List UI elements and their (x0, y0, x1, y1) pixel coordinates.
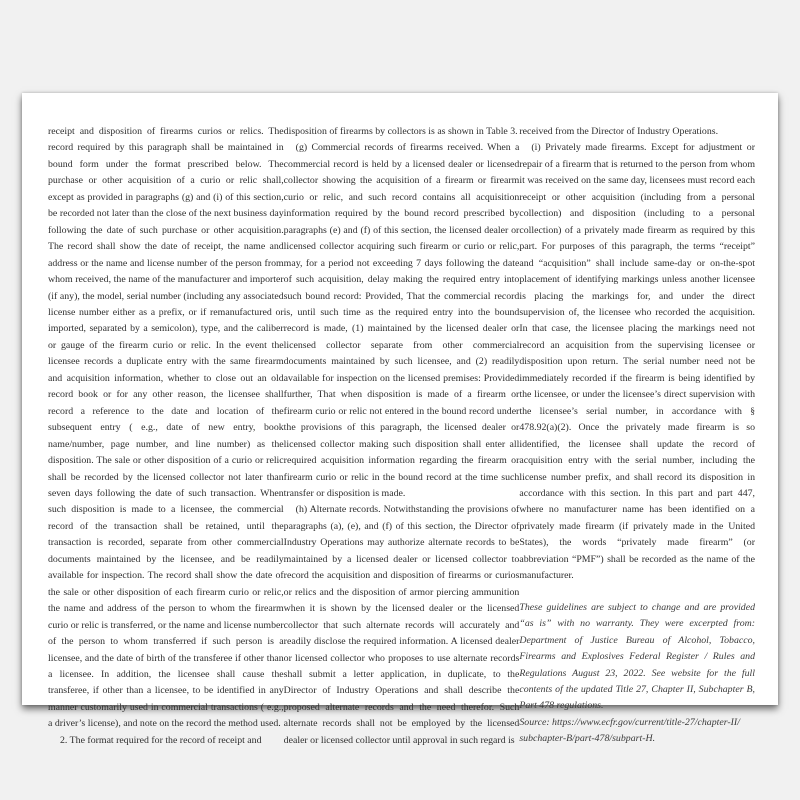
source-path: subchapter-B/part-478/subpart-H. (519, 733, 656, 745)
column-3-paragraph-i: (i) Privately made firearms. Except for adjustment or repair of a firearm that is returned to the person from whom it was received on the same day, licensees must record each receipt or other acquisition (including from a personal collection) and disposition (including to a personal collection) of a privately made firearm as required by this part. For purposes of this paragraph, the terms “receipt” and “acquisition” shall include same-day or on-the-spot placement of identifying markings unless another licensee is placing the markings for, and under the direct supervision of, the licensee who recorded the acquisition. In that case, the licensee placing the markings need not record an acquisition from the supervising licensee or disposition upon return. The serial number need not be immediately recorded if the firearm is being identified by the licensee, or under the licensee’s direct supervision with the licensee’s serial number, in accordance with § 478.92(a)(2). Once the privately made firearm is so identified, the licensee shall update the record of acquisition entry with the serial number, including the license number prefix, and shall record its disposition in accordance with this section. In this part and part 447, where no manufacturer name has been identified on a privately made firearm (if privately made in the United States), the words “privately made firearm” (or abbreviation “PMF”) shall be recorded as the name of the manufacturer. (519, 142, 756, 582)
column-2-paragraph-h: (h) Alternate records. Notwithstanding the provisions of paragraphs (a), (e), and (f) of this section, the Director of Industry Operations may authorize alternate records to be maintained by a licensed dealer or licensed collector to record the acquisition and disposition of firearms or curios or relics and the disposition of armor piercing ammunition when it is shown by the licensed dealer or the licensed collector that such alternate records will accurately and readily disclose the required information. A licensed dealer or licensed collector who proposes to use alternate records shall submit a letter application, in duplicate, to the Director of Industry Operations and shall describe the proposed alternate records and the need therefor. Such alternate records shall not be employed by the licensed dealer or licensed collector until approval in such regard is (283, 504, 520, 746)
column-3 (519, 124, 755, 749)
source-label: Source: https://www.ecfr.gov/current/title-27/chapter-II/ (519, 716, 740, 728)
column-1-paragraph-1: receipt and disposition of firearms curios or relics. The record required by this paragraph shall be maintained in bound form under the format prescribed below. The purchase or other acquisition of a curio or relic shall, except as provided in paragraphs (g) and (i) of this section, be recorded not later than the close of the next business day following the date of such purchase or other acquisition. The record shall show the date of receipt, the name and address or the name and license number of the person from whom received, the name of the manufacturer and importer (if any), the model, serial number (including any associated license number either as a prefix, or if remanufactured or imported, separated by a semicolon), type, and the caliber or gauge of the firearm curio or relic. In the event the licensee records a duplicate entry with the same firearm and acquisition information, whether to close out an old record book or for any other reason, the licensee shall record a reference to the date and location of the subsequent entry ( e.g., date of new entry, book name/number, page number, and line number) as the disposition. The sale or other disposition of a curio or relic shall be recorded by the licensed collector not later than seven days following the date of such transaction. When such disposition is made to a licensee, the commercial record of the transaction shall be retained, until the transaction is recorded, separate from other commercial documents maintained by the licensee, and be readily available for inspection. The record shall show the date of the sale or other disposition of each firearm curio or relic, the name and address of the person to whom the firearm curio or relic is transferred, or the name and license number of the person to whom transferred if such person is a licensee, and the date of birth of the transferee if other than a licensee. In addition, the licensee shall cause the transferee, if other than a licensee, to be identified in any manner customarily used in commercial transactions ( e.g., a driver’s license), and note on the record the method used. (48, 126, 284, 730)
document-page (22, 93, 778, 746)
column-3-paragraph-1: received from the Director of Industry Operations. (519, 126, 719, 137)
column-2-paragraph-g: (g) Commercial records of firearms received. When a commercial record is held by a licensed dealer or licensed collector showing the acquisition of a firearm or firearm curio or relic, and such record contains all acquisition information required by the bound record prescribed by paragraphs (e) and (f) of this section, the licensed dealer or licensed collector acquiring such firearm or curio or relic, may, for a period not exceeding 7 days following the date of such acquisition, delay making the required entry into such bound record: Provided, That the commercial record is, until such time as the required entry into the bound record is made, (1) maintained by the licensed dealer or licensed collector separate from other commercial documents maintained by such licensee, and (2) readily available for inspection on the licensed premises: Provided further, That when disposition is made of a firearm or firearm curio or relic not entered in the bound record under the provisions of this paragraph, the licensed dealer or licensed collector making such disposition shall enter all required acquisition information regarding the firearm or firearm curio or relic in the bound record at the time such transfer or disposition is made. (283, 142, 520, 499)
disclaimer-note: These guidelines are subject to change and are provided “as is” with no warranty. They were excerpted from: Department of Justice Bureau of Alcohol, Tobacco, Firearms and Explosives Federal Register / Rules and Regulations August 23, 2022. See website for the full contents of the updated Title 27, Chapter II, Subchapter B, Part 478 regulations. (519, 601, 756, 712)
text-columns (48, 124, 755, 749)
column-2-paragraph-1: disposition of firearms by collectors is as shown in Table 3. (283, 126, 518, 137)
column-1-paragraph-2: 2. The format required for the record of receipt and (60, 734, 262, 746)
column-1 (48, 124, 284, 749)
column-2 (284, 124, 520, 749)
source-citation (519, 715, 755, 748)
